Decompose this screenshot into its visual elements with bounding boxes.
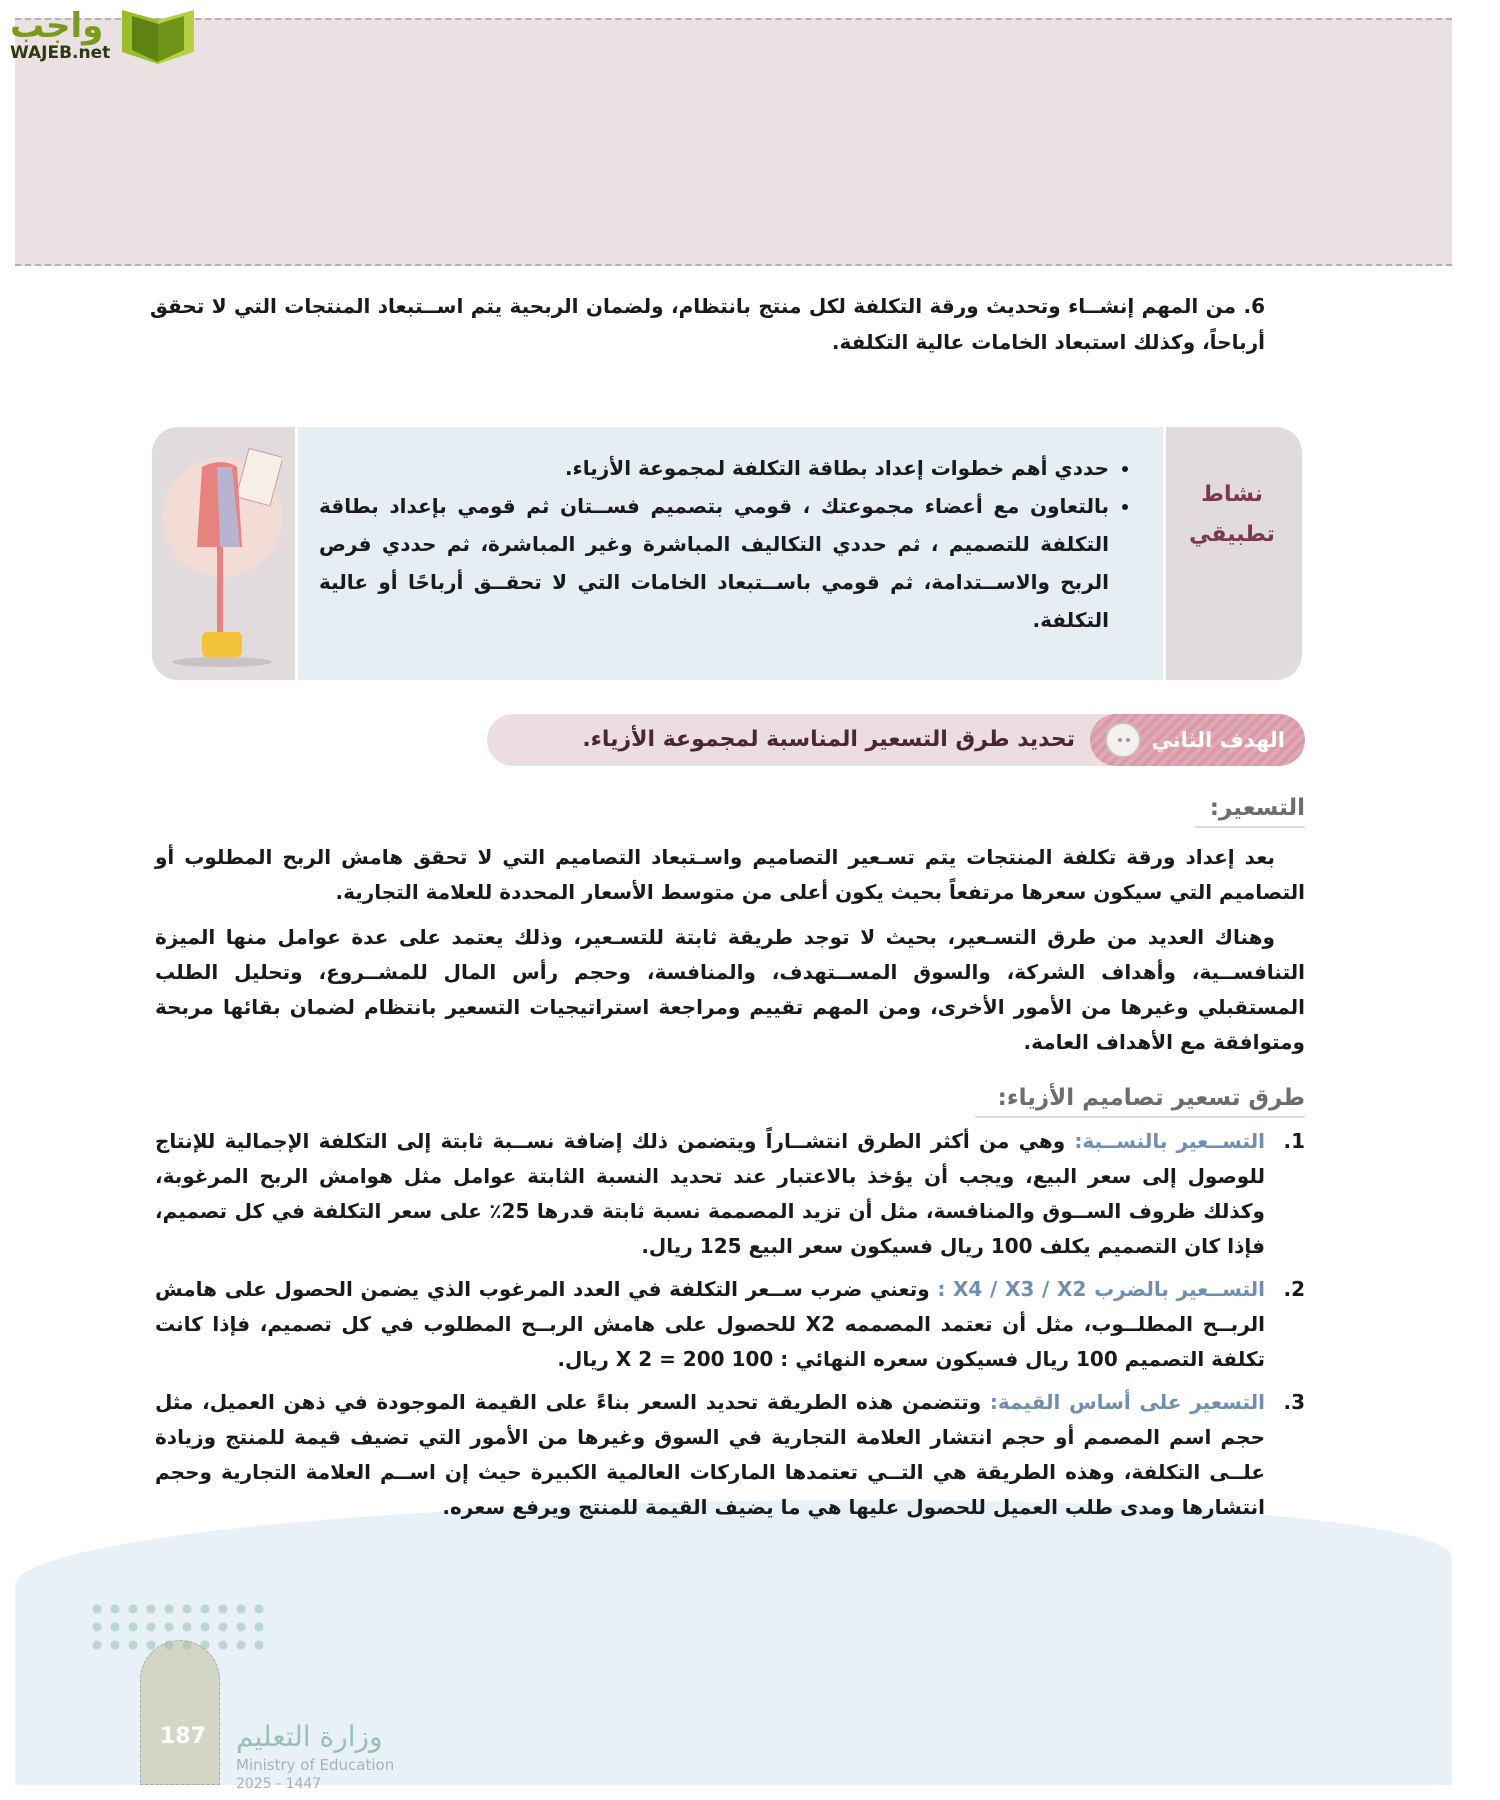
- method-item: [155, 1385, 1305, 1525]
- logo-arabic: واجب: [10, 6, 104, 46]
- book-icon: [118, 6, 198, 66]
- method-term: التسعير على أساس القيمة:: [989, 1390, 1265, 1414]
- ministry-name-english: Ministry of Education: [236, 1756, 395, 1774]
- methods-list: [155, 1124, 1305, 1525]
- item-number: 6.: [1243, 294, 1265, 318]
- method-term: التســعير بالنســبة:: [1074, 1129, 1266, 1153]
- list-item-6: [150, 288, 1265, 360]
- activity-bullet: • بالتعاون مع أعضاء مجموعتك ، قومي بتصميم فســتان ثم قومي بإعداد بطاقة التكلفة للتصميم ، ثم حددي التكاليف المباشرة وغير المباشرة، ثم حددي فرص الربح والاســتدامة، ثم قومي باســتبعاد الخامات التي لا تحقــق أرباحًا أو عالية التكلفة.: [319, 487, 1109, 639]
- activity-bullets: [319, 449, 1133, 639]
- page-number: 187: [160, 1724, 206, 1749]
- ministry-year: 2025 - 1447: [236, 1776, 322, 1792]
- wajeb-logo: [10, 6, 198, 66]
- method-term: التســعير بالضرب X4 / X3 / X2 :: [937, 1277, 1265, 1301]
- page-tab: [140, 1640, 220, 1785]
- goal-tag: الهدف الثاني: [1090, 714, 1305, 766]
- pricing-paragraph-1: بعد إعداد ورقة تكلفة المنتجات يتم تسـعير التصاميم واسـتبعاد التصاميم التي لا تحقق هامش الربح المطلوب أو التصاميم التي سيكون سعرها مرتفعاً بحيث يكون أعلى من متوسط الأسعار المحددة للعلامة التجارية.: [155, 845, 1305, 904]
- activity-bullet: • حددي أهم خطوات إعداد بطاقة التكلفة لمجموعة الأزياء.: [319, 449, 1109, 487]
- method-text: وهي من أكثر الطرق انتشــاراً ويتضمن ذلك إضافة نســبة ثابتة إلى التكلفة الإجمالية للإنتاج للوصول إلى سعر البيع، ويجب أن يؤخذ بالاعتبار عند تحديد النسبة الثابتة عوامل مثل هوامش الربح المرغوبة، وكذلك ظروف الســوق والمنافسة، مثل أن تزيد المصممة نسبة ثابتة قدرها 25٪ على سعر التكلفة في كل تصميم، فإذا كان التصميم يكلف 100 ريال فسيكون سعر البيع 125 ريال.: [155, 1129, 1265, 1258]
- method-text: وتتضمن هذه الطريقة تحديد السعر بناءً على القيمة الموجودة في ذهن العميل، مثل حجم اسم المصمم أو حجم انتشار العلامة التجارية في السوق وغيرها من الأمور التي تضيف قيمة للمنتج وزيادة علــى التكلفة، وهذه الطريقة هي التــي تعتمدها الماركات العالمية الكبيرة حيث إن اســم العلامة التجارية وحجم انتشارها ومدى طلب العميل للحصول عليها هي ما يضيف القيمة للمنتج ويرفع سعره.: [155, 1390, 1265, 1519]
- pricing-paragraph-2: وهناك العديد من طرق التسـعير، بحيث لا توجد طريقة ثابتة للتسـعير، وذلك يعتمد على عدة عوامل منها الميزة التنافســية، وأهداف الشركة، والسوق المســتهدف، والمنافسة، وحجم رأس المال للمشــروع، وتحليل الطلب المستقبلي وغيرها من الأمور الأخرى، ومن المهم تقييم ومراجعة استراتيجيات التسعير بانتظام لضمان بقائها مربحة ومتوافقة مع الأهداف العامة.: [155, 925, 1305, 1054]
- method-text: وتعني ضرب ســعر التكلفة في العدد المرغوب الذي يضمن الحصول على هامش الربــح المطلــوب، مثل أن تعتمد المصممه X2 للحصول على هامش الربــح المطلوب في كل تصميم، فإذا كانت تكلفة التصميم 100 ريال فسيكون سعره النهائي : 100 X 2 = 200 ريال.: [155, 1277, 1265, 1371]
- activity-box: [152, 427, 1302, 680]
- item-number: 3.: [1283, 1390, 1305, 1414]
- notes-box: [15, 18, 1452, 266]
- mannequin-illustration: [162, 437, 282, 667]
- main-content: [155, 790, 1305, 1533]
- logo-latin: WAJEB.net: [10, 43, 111, 63]
- activity-label-line2: تطبيقي: [1189, 522, 1275, 547]
- activity-label: [1162, 427, 1302, 680]
- item-text: من المهم إنشــاء وتحديث ورقة التكلفة لكل منتج بانتظام، ولضمان الربحية يتم اســتبعاد المنتجات التي لا تحقق أرباحاً، وكذلك استبعاد الخامات عالية التكلفة.: [150, 294, 1265, 354]
- method-item: [155, 1124, 1305, 1264]
- ministry-logo-dots: [88, 1600, 268, 1654]
- footer-wave: [15, 1500, 1452, 1785]
- button-icon: [1105, 722, 1141, 758]
- item-number: 1.: [1283, 1129, 1305, 1153]
- goal-title: تحديد طرق التسعير المناسبة لمجموعة الأزياء.: [582, 727, 1075, 752]
- activity-label-line1: نشاط: [1201, 482, 1263, 507]
- ministry-name-arabic: وزارة التعليم: [236, 1720, 383, 1753]
- item-number: 2.: [1283, 1277, 1305, 1301]
- method-item: [155, 1272, 1305, 1377]
- activity-content: [295, 427, 1166, 680]
- goal-banner: [487, 714, 1305, 766]
- methods-heading: طرق تسعير تصاميم الأزياء:: [975, 1080, 1305, 1118]
- pricing-heading: التسعير:: [1195, 790, 1305, 828]
